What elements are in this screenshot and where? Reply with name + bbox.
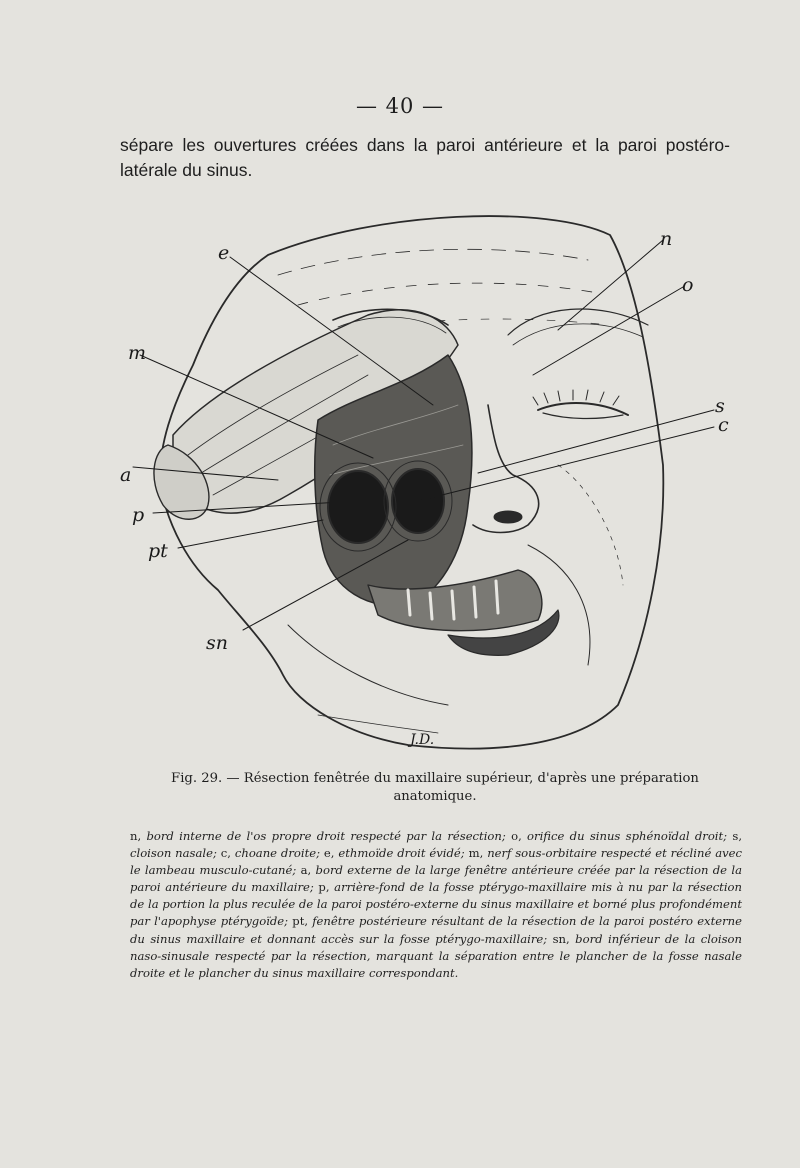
legend-key: sn bbox=[552, 931, 567, 946]
figure-label-c: c bbox=[718, 414, 729, 436]
figure-legend bbox=[130, 828, 742, 982]
legend-description: cloison nasale; bbox=[130, 846, 217, 861]
figure-label-a: a bbox=[120, 464, 132, 486]
legend-description: arrière-fond de la fosse ptérygo-maxillaire mis à nu par la résection de la portion la plus reculée de la paroi postéro-externe du sinus maxillaire et borné plus profondément par l'apophyse ptérygoïde; bbox=[130, 880, 743, 929]
legend-key: s bbox=[732, 829, 739, 843]
legend-entry-s: s, cloison nasale; bbox=[130, 829, 743, 861]
legend-description: ethmoïde droit évidé; bbox=[338, 846, 465, 861]
legend-key: pt bbox=[292, 914, 305, 929]
legend-key: a bbox=[300, 863, 308, 878]
illustrator-signature: J.D. bbox=[410, 732, 435, 748]
figure-label-s: s bbox=[715, 395, 725, 417]
legend-entry-n: n, bord interne de l'os propre droit respecté par la résection; bbox=[130, 829, 506, 843]
page-number: — 40 — bbox=[355, 94, 445, 118]
continuation-paragraph: sépare les ouvertures créées dans la paroi antérieure et la paroi postéro-latérale du sinus. bbox=[120, 135, 730, 180]
figure-label-o: o bbox=[682, 274, 694, 296]
legend-entry-pt: pt, fenêtre postérieure résultant de la résection de la paroi postéro externe du sinus maxillaire et donnant accès sur la fosse ptérygo-maxillaire; bbox=[130, 914, 742, 946]
legend-entry-e: e, ethmoïde droit évidé; bbox=[323, 846, 465, 861]
legend-entry-sn: sn, bord inférieur de la cloison naso-sinusale respecté par la résection, marquant la séparation entre le plancher de la fosse nasale droite et le plancher du sinus maxillaire correspondant. bbox=[130, 931, 742, 980]
legend-description: bord externe de la large fenêtre antérieure créée par la résection de la paroi antérieure du maxillaire; bbox=[130, 863, 742, 895]
face-dissection-illustration bbox=[118, 205, 768, 760]
figure-label-e: e bbox=[218, 242, 230, 264]
legend-key: c bbox=[220, 846, 228, 861]
legend-key: e bbox=[323, 846, 331, 861]
legend-entry-a: a, bord externe de la large fenêtre antérieure créée par la résection de la paroi antérieure du maxillaire; bbox=[130, 863, 742, 895]
anatomical-figure bbox=[118, 205, 768, 760]
legend-description: orifice du sinus sphénoïdal droit; bbox=[527, 829, 728, 843]
legend-description: bord interne de l'os propre droit respecté par la résection; bbox=[146, 829, 506, 843]
legend-description: fenêtre postérieure résultant de la résection de la paroi postéro externe du sinus maxillaire et donnant accès sur la fosse ptérygo-maxillaire; bbox=[130, 914, 742, 946]
legend-description: choane droite; bbox=[234, 846, 321, 861]
figure-label-m: m bbox=[128, 342, 147, 364]
legend-key: p bbox=[318, 880, 326, 895]
legend-entry-p: p, arrière-fond de la fosse ptérygo-maxillaire mis à nu par la résection de la portion la plus reculée de la paroi postéro-externe du sinus maxillaire et borné plus profondément par l'apophyse ptérygoïde; bbox=[130, 880, 743, 929]
legend-description: nerf sous-orbitaire respecté et récliné avec le lambeau musculo-cutané; bbox=[130, 846, 743, 878]
figure-label-n: n bbox=[660, 228, 673, 250]
legend-entry-c: c, choane droite; bbox=[220, 846, 321, 861]
legend-key: m bbox=[468, 846, 480, 861]
legend-key: o bbox=[511, 829, 519, 843]
legend-description: bord inférieur de la cloison naso-sinusale respecté par la résection, marquant la séparation entre le plancher de la fosse nasale droite et le plancher du sinus maxillaire correspondant. bbox=[130, 931, 742, 980]
figure-label-p: p bbox=[132, 504, 145, 526]
figure-label-pt: pt bbox=[148, 540, 168, 562]
legend-entry-m: m, nerf sous-orbitaire respecté et récliné avec le lambeau musculo-cutané; bbox=[130, 846, 743, 878]
figure-label-sn: sn bbox=[206, 632, 228, 654]
figure-caption: Fig. 29. — Résection fenêtrée du maxillaire supérieur, d'après une préparation anatomique. bbox=[171, 771, 699, 804]
legend-key: n bbox=[130, 829, 138, 843]
legend-entry-o: o, orifice du sinus sphénoïdal droit; bbox=[511, 829, 728, 843]
